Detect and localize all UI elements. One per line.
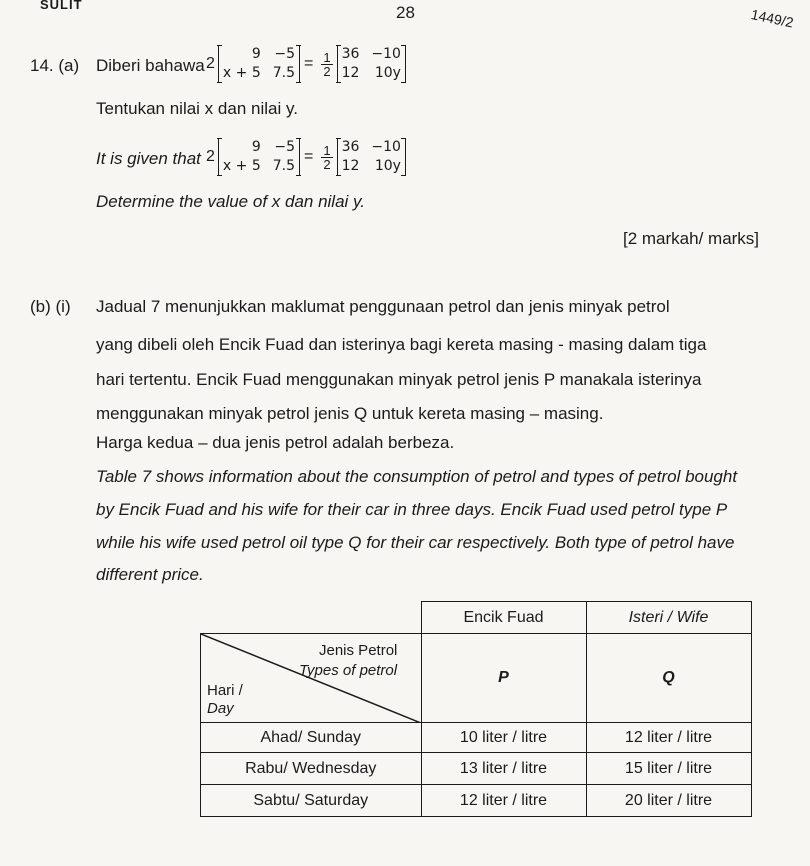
en-intro: It is given that — [96, 149, 201, 168]
matrix-cell: −5 — [274, 139, 295, 155]
en-line: while his wife used petrol oil type Q for their car respectively. Both type of petrol have — [96, 533, 735, 552]
petrol-table — [200, 601, 752, 817]
part-b-label: (b) (i) — [30, 297, 71, 316]
day-cell: Rabu/ Wednesday — [201, 753, 422, 785]
matrix-cell: 10y — [374, 65, 401, 81]
en-line: by Encik Fuad and his wife for their car in three days. Encik Fuad used petrol type P — [96, 500, 728, 519]
confidential-label: SULIT — [40, 0, 83, 12]
matrix-cell: x + 5 — [222, 158, 261, 174]
bm-line: Jadual 7 menunjukkan maklumat penggunaan petrol dan jenis minyak petrol — [96, 297, 670, 316]
matrix-cell: −10 — [371, 46, 401, 62]
matrix-right — [337, 45, 406, 83]
table-row — [201, 723, 752, 753]
paper-code: 1449/2 — [749, 6, 795, 31]
matrix-cell: 9 — [251, 139, 261, 155]
matrix-cell: 12 — [341, 65, 360, 81]
matrix-cell: 10y — [374, 158, 401, 174]
matrix-equation-en — [206, 138, 406, 176]
bm-task: Tentukan nilai x dan nilai y. — [96, 99, 298, 118]
day-cell: Sabtu/ Saturday — [201, 785, 422, 817]
table-row — [201, 785, 752, 817]
matrix-cell: 7.5 — [272, 65, 295, 81]
table-row — [201, 753, 752, 785]
en-line: Table 7 shows information about the consumption of petrol and types of petrol bought — [96, 467, 738, 486]
matrix-cell: 36 — [341, 46, 360, 62]
fraction-denominator: 2 — [323, 63, 331, 79]
page-number: 28 — [396, 3, 415, 22]
en-line: different price. — [96, 565, 204, 584]
matrix-right — [337, 138, 406, 176]
question-label: 14. (a) — [30, 56, 80, 75]
fraction-numerator: 1 — [323, 49, 331, 65]
equals-sign: = — [304, 148, 314, 165]
en-task: Determine the value of x dan nilai y. — [96, 192, 365, 211]
matrix-cell: 36 — [341, 139, 360, 155]
bm-line: hari tertentu. Encik Fuad menggunakan minyak petrol jenis P manakala isterinya — [96, 370, 702, 389]
matrix-cell: x + 5 — [222, 65, 261, 81]
matrix-cell: 12 — [341, 158, 360, 174]
q-cell: 12 liter / litre — [586, 723, 751, 753]
type-q: Q — [586, 634, 751, 723]
fraction-numerator: 1 — [323, 142, 331, 158]
p-cell: 12 liter / litre — [421, 785, 586, 817]
p-cell: 13 liter / litre — [421, 753, 586, 785]
matrix-scalar: 2 — [206, 55, 215, 72]
bm-line: yang dibeli oleh Encik Fuad dan isterinya bagi kereta masing - masing dalam tiga — [96, 335, 707, 354]
table-corner-blank — [201, 602, 422, 634]
matrix-equation-bm — [206, 45, 406, 83]
matrix-cell: −10 — [371, 139, 401, 155]
bm-line: menggunakan minyak petrol jenis Q untuk kereta masing – masing. — [96, 404, 604, 423]
bm-intro: Diberi bahawa — [96, 56, 205, 75]
equals-sign: = — [304, 55, 314, 72]
q-cell: 20 liter / litre — [586, 785, 751, 817]
marks-label: [2 markah/ marks] — [623, 229, 760, 248]
fraction-denominator: 2 — [323, 156, 331, 172]
bm-line: Harga kedua – dua jenis petrol adalah berbeza. — [96, 433, 455, 452]
q-cell: 15 liter / litre — [586, 753, 751, 785]
day-cell: Ahad/ Sunday — [201, 723, 422, 753]
diag-bottom-en: Day — [207, 700, 234, 717]
header-encik-fuad: Encik Fuad — [421, 602, 586, 634]
half-fraction — [321, 144, 332, 171]
matrix-cell: 7.5 — [272, 158, 295, 174]
matrix-cell: −5 — [274, 46, 295, 62]
diag-bottom-bm: Hari / — [207, 682, 243, 699]
half-fraction — [321, 51, 332, 78]
diag-top-en: Types of petrol — [299, 662, 398, 679]
p-cell: 10 liter / litre — [421, 723, 586, 753]
header-wife: Isteri / Wife — [586, 602, 751, 634]
type-p: P — [421, 634, 586, 723]
matrix-scalar: 2 — [206, 148, 215, 165]
diagonal-header-cell — [201, 634, 422, 723]
matrix-left — [218, 138, 300, 176]
matrix-left — [218, 45, 300, 83]
matrix-cell: 9 — [251, 46, 261, 62]
diag-top-bm: Jenis Petrol — [319, 642, 398, 659]
